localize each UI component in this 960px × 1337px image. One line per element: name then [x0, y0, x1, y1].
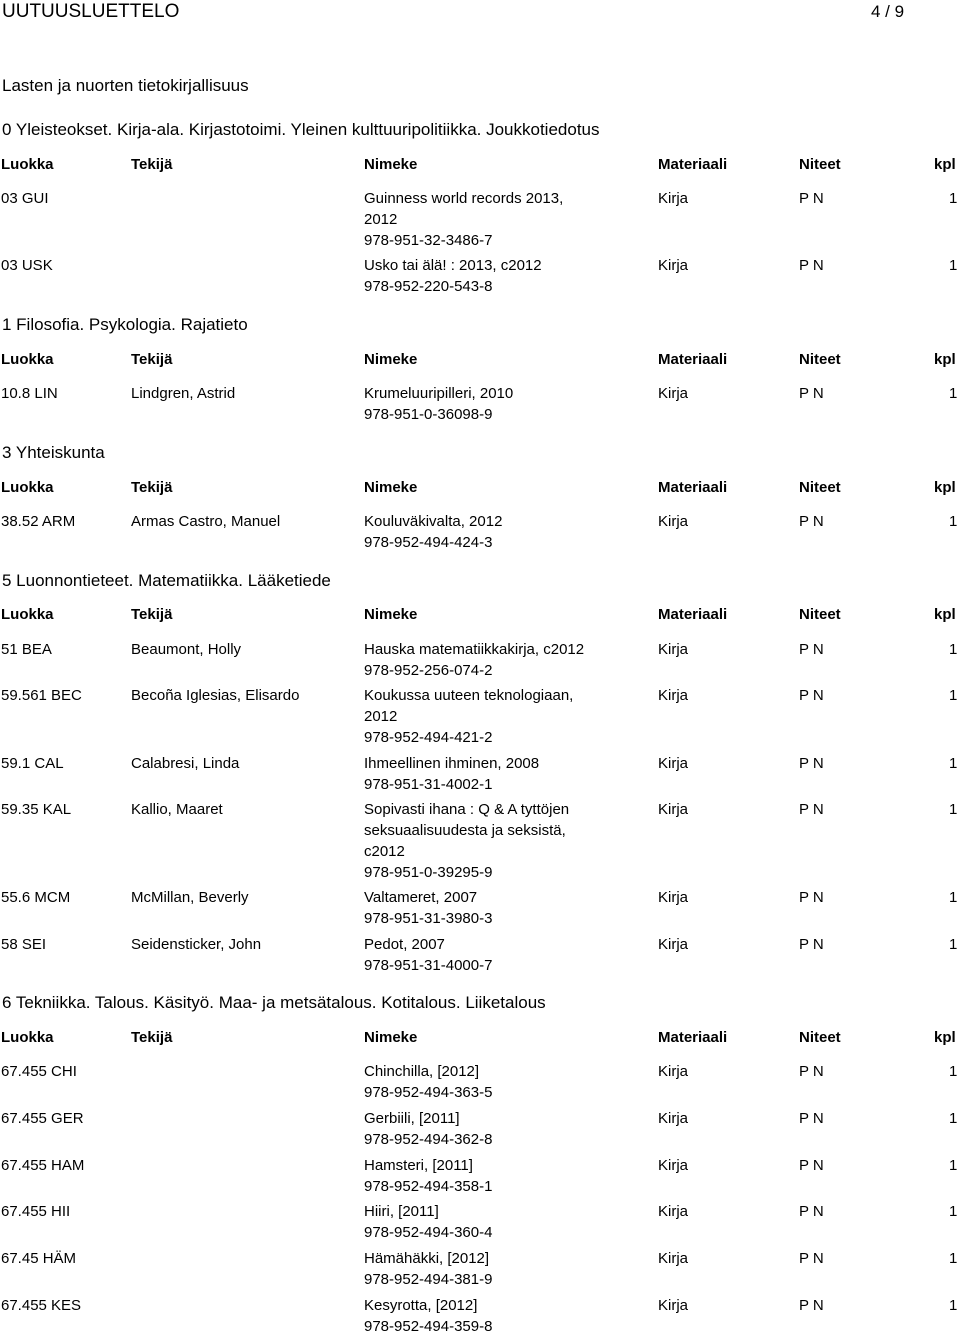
column-header-kpl: kpl	[934, 1029, 956, 1046]
column-header-tekija: Tekijä	[131, 1029, 173, 1046]
nimeke-line: 978-951-32-3486-7	[364, 232, 493, 249]
cell-niteet: P N	[799, 257, 824, 274]
column-header-niteet: Niteet	[799, 351, 841, 368]
cell-materiaali: Kirja	[658, 1063, 689, 1080]
cell-kpl: 1	[949, 687, 958, 704]
cell-materiaali: Kirja	[658, 687, 689, 704]
nimeke-line: c2012	[364, 843, 405, 860]
cell-nimeke	[364, 511, 614, 553]
nimeke-line: 978-951-31-3980-3	[364, 910, 493, 927]
column-header-tekija: Tekijä	[131, 156, 173, 173]
cell-kpl: 1	[949, 1110, 958, 1127]
cell-tekija: Seidensticker, John	[131, 936, 262, 953]
cell-materiaali: Kirja	[658, 257, 689, 274]
column-header-luokka: Luokka	[1, 156, 54, 173]
column-header-nimeke: Nimeke	[364, 351, 418, 368]
column-header-materiaali: Materiaali	[658, 479, 728, 496]
cell-niteet: P N	[799, 190, 824, 207]
cell-kpl: 1	[949, 1250, 958, 1267]
nimeke-line: 978-952-494-381-9	[364, 1271, 493, 1288]
cell-niteet: P N	[799, 1063, 824, 1080]
cell-kpl: 1	[949, 513, 958, 530]
section-title: 5 Luonnontieteet. Matematiikka. Lääketiede	[2, 571, 331, 590]
page-number: 4 / 9	[871, 2, 905, 21]
column-header-tekija: Tekijä	[131, 479, 173, 496]
nimeke-line: 978-951-31-4000-7	[364, 957, 493, 974]
nimeke-line: Guinness world records 2013,	[364, 190, 564, 207]
column-header-materiaali: Materiaali	[658, 351, 728, 368]
cell-niteet: P N	[799, 1297, 824, 1314]
cell-luokka: 67.45 HÄM	[1, 1250, 77, 1267]
cell-kpl: 1	[949, 385, 958, 402]
cell-kpl: 1	[949, 1063, 958, 1080]
cell-niteet: P N	[799, 513, 824, 530]
cell-kpl: 1	[949, 755, 958, 772]
nimeke-line: Hämähäkki, [2012]	[364, 1250, 490, 1267]
cell-materiaali: Kirja	[658, 936, 689, 953]
cell-luokka: 38.52 ARM	[1, 513, 76, 530]
cell-materiaali: Kirja	[658, 889, 689, 906]
section-title: 0 Yleisteokset. Kirja-ala. Kirjastotoimi. Yleinen kulttuuripolitiikka. Joukkotiedotus	[2, 120, 600, 139]
nimeke-line: 978-952-220-543-8	[364, 278, 493, 295]
nimeke-line: 978-951-31-4002-1	[364, 776, 493, 793]
cell-luokka: 67.455 HII	[1, 1203, 71, 1220]
catalog-subtitle: Lasten ja nuorten tietokirjallisuus	[2, 76, 249, 95]
cell-luokka: 59.1 CAL	[1, 755, 64, 772]
nimeke-line: Ihmeellinen ihminen, 2008	[364, 755, 540, 772]
cell-nimeke	[364, 1201, 614, 1243]
cell-luokka: 03 GUI	[1, 190, 49, 207]
column-header-niteet: Niteet	[799, 606, 841, 623]
nimeke-line: Koukussa uuteen teknologiaan,	[364, 687, 574, 704]
nimeke-line: Hauska matematiikkakirja, c2012	[364, 641, 585, 658]
column-header-luokka: Luokka	[1, 1029, 54, 1046]
nimeke-line: Usko tai älä! : 2013, c2012	[364, 257, 542, 274]
cell-tekija: Calabresi, Linda	[131, 755, 240, 772]
nimeke-line: 978-952-494-358-1	[364, 1178, 493, 1195]
nimeke-line: Kouluväkivalta, 2012	[364, 513, 503, 530]
column-header-niteet: Niteet	[799, 156, 841, 173]
column-header-materiaali: Materiaali	[658, 1029, 728, 1046]
nimeke-line: 2012	[364, 211, 398, 228]
nimeke-line: 2012	[364, 708, 398, 725]
column-header-nimeke: Nimeke	[364, 606, 418, 623]
cell-kpl: 1	[949, 190, 958, 207]
cell-niteet: P N	[799, 936, 824, 953]
cell-luokka: 67.455 GER	[1, 1110, 84, 1127]
column-header-tekija: Tekijä	[131, 606, 173, 623]
cell-nimeke	[364, 255, 614, 297]
cell-materiaali: Kirja	[658, 1250, 689, 1267]
nimeke-line: Valtameret, 2007	[364, 889, 478, 906]
document-title: UUTUUSLUETTELO	[2, 1, 180, 22]
cell-niteet: P N	[799, 385, 824, 402]
nimeke-line: 978-951-0-39295-9	[364, 864, 493, 881]
cell-materiaali: Kirja	[658, 1297, 689, 1314]
cell-nimeke	[364, 188, 614, 251]
column-header-luokka: Luokka	[1, 351, 54, 368]
nimeke-line: 978-952-494-359-8	[364, 1318, 493, 1335]
section-title: 1 Filosofia. Psykologia. Rajatieto	[2, 315, 248, 334]
cell-luokka: 10.8 LIN	[1, 385, 58, 402]
section-title: 3 Yhteiskunta	[2, 443, 105, 462]
nimeke-line: 978-951-0-36098-9	[364, 406, 493, 423]
cell-nimeke	[364, 799, 614, 883]
cell-luokka: 55.6 MCM	[1, 889, 71, 906]
cell-tekija: Becoña Iglesias, Elisardo	[131, 687, 300, 704]
cell-niteet: P N	[799, 1157, 824, 1174]
cell-nimeke	[364, 685, 614, 748]
cell-kpl: 1	[949, 1157, 958, 1174]
column-header-nimeke: Nimeke	[364, 479, 418, 496]
cell-kpl: 1	[949, 1297, 958, 1314]
column-header-niteet: Niteet	[799, 479, 841, 496]
column-header-kpl: kpl	[934, 156, 956, 173]
cell-materiaali: Kirja	[658, 1157, 689, 1174]
nimeke-line: 978-952-494-421-2	[364, 729, 493, 746]
nimeke-line: Hamsteri, [2011]	[364, 1157, 473, 1174]
cell-tekija: Lindgren, Astrid	[131, 385, 236, 402]
cell-materiaali: Kirja	[658, 1110, 689, 1127]
cell-luokka: 51 BEA	[1, 641, 52, 658]
cell-niteet: P N	[799, 1250, 824, 1267]
nimeke-line: 978-952-494-363-5	[364, 1084, 493, 1101]
page-header	[0, 0, 960, 24]
column-header-luokka: Luokka	[1, 479, 54, 496]
cell-materiaali: Kirja	[658, 1203, 689, 1220]
nimeke-line: seksuaalisuudesta ja seksistä,	[364, 822, 566, 839]
cell-nimeke	[364, 1108, 614, 1150]
column-header-nimeke: Nimeke	[364, 1029, 418, 1046]
cell-tekija: Beaumont, Holly	[131, 641, 242, 658]
column-header-luokka: Luokka	[1, 606, 54, 623]
nimeke-line: Gerbiili, [2011]	[364, 1110, 460, 1127]
cell-luokka: 58 SEI	[1, 936, 47, 953]
cell-kpl: 1	[949, 801, 958, 818]
cell-nimeke	[364, 639, 614, 681]
cell-nimeke	[364, 1061, 614, 1103]
cell-luokka: 59.561 BEC	[1, 687, 82, 704]
nimeke-line: Sopivasti ihana : Q & A tyttöjen	[364, 801, 570, 818]
cell-materiaali: Kirja	[658, 641, 689, 658]
column-header-niteet: Niteet	[799, 1029, 841, 1046]
column-header-materiaali: Materiaali	[658, 606, 728, 623]
cell-kpl: 1	[949, 641, 958, 658]
cell-nimeke	[364, 887, 614, 929]
column-header-row	[0, 479, 960, 497]
column-header-kpl: kpl	[934, 479, 956, 496]
cell-niteet: P N	[799, 755, 824, 772]
cell-materiaali: Kirja	[658, 513, 689, 530]
cell-niteet: P N	[799, 801, 824, 818]
column-header-row	[0, 606, 960, 624]
cell-luokka: 59.35 KAL	[1, 801, 72, 818]
cell-tekija: Armas Castro, Manuel	[131, 513, 281, 530]
column-header-row	[0, 1029, 960, 1047]
cell-nimeke	[364, 1295, 614, 1337]
nimeke-line: 978-952-494-360-4	[364, 1224, 493, 1241]
cell-luokka: 67.455 CHI	[1, 1063, 77, 1080]
column-header-kpl: kpl	[934, 351, 956, 368]
column-header-tekija: Tekijä	[131, 351, 173, 368]
cell-nimeke	[364, 383, 614, 425]
cell-luokka: 03 USK	[1, 257, 53, 274]
cell-materiaali: Kirja	[658, 755, 689, 772]
cell-niteet: P N	[799, 687, 824, 704]
cell-niteet: P N	[799, 889, 824, 906]
nimeke-line: 978-952-494-362-8	[364, 1131, 493, 1148]
nimeke-line: Pedot, 2007	[364, 936, 445, 953]
cell-materiaali: Kirja	[658, 801, 689, 818]
nimeke-line: Krumeluuripilleri, 2010	[364, 385, 514, 402]
cell-tekija: McMillan, Beverly	[131, 889, 249, 906]
column-header-kpl: kpl	[934, 606, 956, 623]
column-header-row	[0, 156, 960, 174]
cell-luokka: 67.455 HAM	[1, 1157, 85, 1174]
cell-nimeke	[364, 1248, 614, 1290]
column-header-row	[0, 351, 960, 369]
cell-kpl: 1	[949, 1203, 958, 1220]
cell-kpl: 1	[949, 889, 958, 906]
column-header-nimeke: Nimeke	[364, 156, 418, 173]
cell-materiaali: Kirja	[658, 385, 689, 402]
cell-tekija: Kallio, Maaret	[131, 801, 223, 818]
section-title: 6 Tekniikka. Talous. Käsityö. Maa- ja metsätalous. Kotitalous. Liiketalous	[2, 993, 546, 1012]
cell-niteet: P N	[799, 1110, 824, 1127]
cell-niteet: P N	[799, 641, 824, 658]
column-header-materiaali: Materiaali	[658, 156, 728, 173]
cell-nimeke	[364, 753, 614, 795]
nimeke-line: 978-952-494-424-3	[364, 534, 493, 551]
cell-luokka: 67.455 KES	[1, 1297, 82, 1314]
cell-materiaali: Kirja	[658, 190, 689, 207]
cell-kpl: 1	[949, 936, 958, 953]
nimeke-line: Kesyrotta, [2012]	[364, 1297, 478, 1314]
cell-nimeke	[364, 1155, 614, 1197]
cell-nimeke	[364, 934, 614, 976]
cell-niteet: P N	[799, 1203, 824, 1220]
nimeke-line: Hiiri, [2011]	[364, 1203, 439, 1220]
nimeke-line: 978-952-256-074-2	[364, 662, 493, 679]
cell-kpl: 1	[949, 257, 958, 274]
nimeke-line: Chinchilla, [2012]	[364, 1063, 480, 1080]
